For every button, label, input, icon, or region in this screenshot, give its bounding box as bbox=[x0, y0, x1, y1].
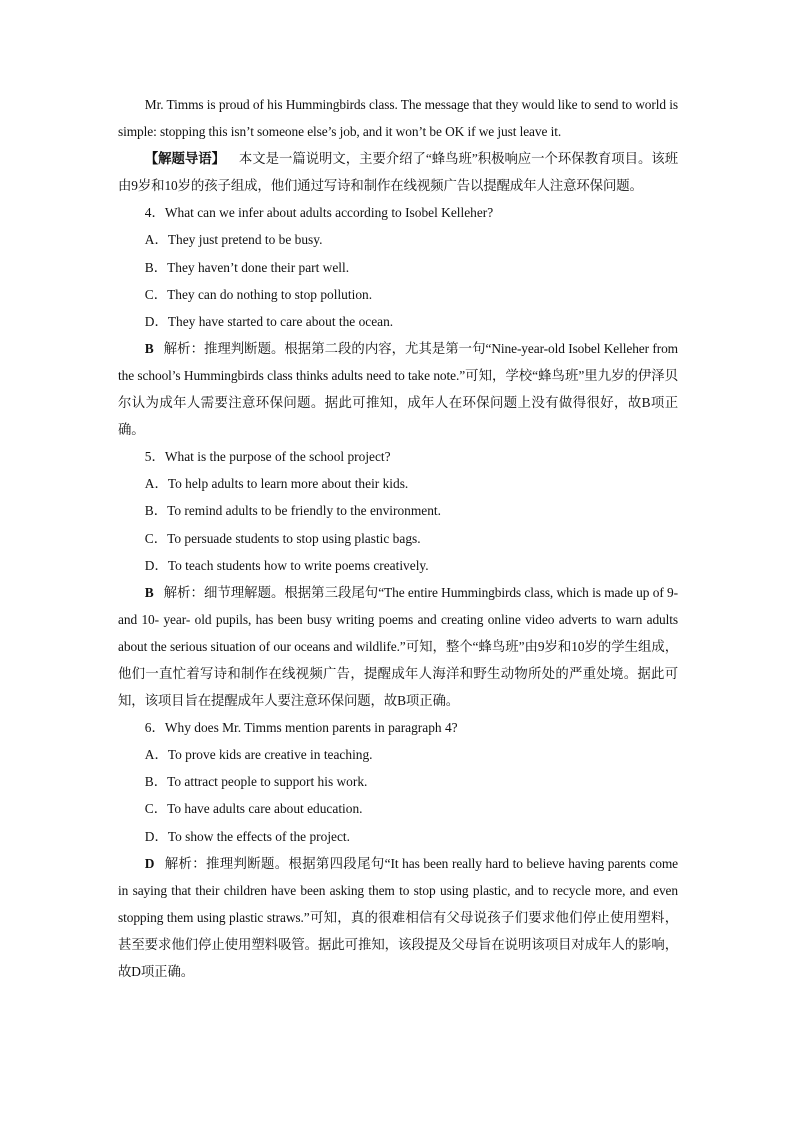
question-4-explanation bbox=[118, 335, 678, 443]
guide-tag: 【解题导语】 bbox=[144, 151, 225, 167]
intro-paragraph: Mr. Timms is proud of his Hummingbirds class. The message that they would like to send to world is simple: stopping this isn’t someone else’s job, and it won’t be OK if we just leave it. bbox=[118, 97, 678, 140]
question-4-explanation-text: 解析：推理判断题。根据第二段的内容，尤其是第一句“Nine-year-old Isobel Kelleher from the school’s Hummingbirds class thinks adults need to take note.”可知，学校“蜂鸟班”里九岁的伊泽贝尔认为成年人需要注意环保问题。据此可推知，成年人在环保问题上没有做得很好，故B项正确。 bbox=[118, 340, 678, 438]
question-6-option-c: C．To have adults care about education. bbox=[144, 801, 363, 817]
question-4-option-a: A．They just pretend to be busy. bbox=[144, 232, 323, 248]
document-page bbox=[118, 91, 678, 985]
question-4-answer: B bbox=[144, 340, 154, 356]
question-4-option-d: D．They have started to care about the ocean. bbox=[144, 313, 394, 329]
question-5-option-a: A．To help adults to learn more about their kids. bbox=[144, 476, 409, 492]
question-5-option-b: B．To remind adults to be friendly to the environment. bbox=[144, 503, 441, 519]
question-5-answer: B bbox=[144, 584, 154, 600]
question-4-option-c: C．They can do nothing to stop pollution. bbox=[144, 286, 373, 302]
question-4-option-b: B．They haven’t done their part well. bbox=[144, 259, 350, 275]
question-6-stem: 6．Why does Mr. Timms mention parents in paragraph 4? bbox=[144, 720, 458, 736]
question-6-explanation bbox=[118, 850, 678, 985]
question-5-stem: 5．What is the purpose of the school project? bbox=[144, 449, 391, 465]
question-5-explanation-text: 解析：细节理解题。根据第三段尾句“The entire Hummingbirds class, which is made up of 9- and 10- year- old pupils, has been busy writing poems and creating online video adverts to warn adults about the serious situation of our oceans and wildlife.”可知，整个“蜂鸟班”由9岁和10岁的学生组成，他们一直忙着写诗和制作在线视频广告，提醒成年人海洋和野生动物所处的严重处境。据此可知，该项目旨在提醒成年人要注意环保问题，故B项正确。 bbox=[118, 584, 678, 709]
question-4-stem: 4．What can we infer about adults according to Isobel Kelleher? bbox=[144, 205, 494, 221]
question-6-option-d: D．To show the effects of the project. bbox=[144, 828, 350, 844]
question-5-option-d: D．To teach students how to write poems creatively. bbox=[144, 557, 429, 573]
question-6-explanation-text: 解析：推理判断题。根据第四段尾句“It has been really hard to believe having parents come in saying that their children have been asking them to stop using plastic, and to recycle more, and even stopping them using plastic straws.”可知，真的很难相信有父母说孩子们要求他们停止使用塑料，甚至要求他们停止使用塑料吸管。据此可推知，该段提及父母旨在说明该项目对成年人的影响，故D项正确。 bbox=[118, 855, 678, 979]
question-5-explanation bbox=[118, 579, 678, 714]
question-6-option-b: B．To attract people to support his work. bbox=[144, 774, 368, 790]
guide-paragraph bbox=[118, 145, 678, 199]
question-6-answer: D bbox=[144, 855, 155, 871]
question-5-option-c: C．To persuade students to stop using plastic bags. bbox=[144, 530, 421, 546]
question-6-option-a: A．To prove kids are creative in teaching. bbox=[144, 747, 373, 763]
guide-text: 本文是一篇说明文，主要介绍了“蜂鸟班”积极响应一个环保教育项目。该班由9岁和10岁的孩子组成，他们通过写诗和制作在线视频广告以提醒成年人注意环保问题。 bbox=[118, 151, 678, 194]
